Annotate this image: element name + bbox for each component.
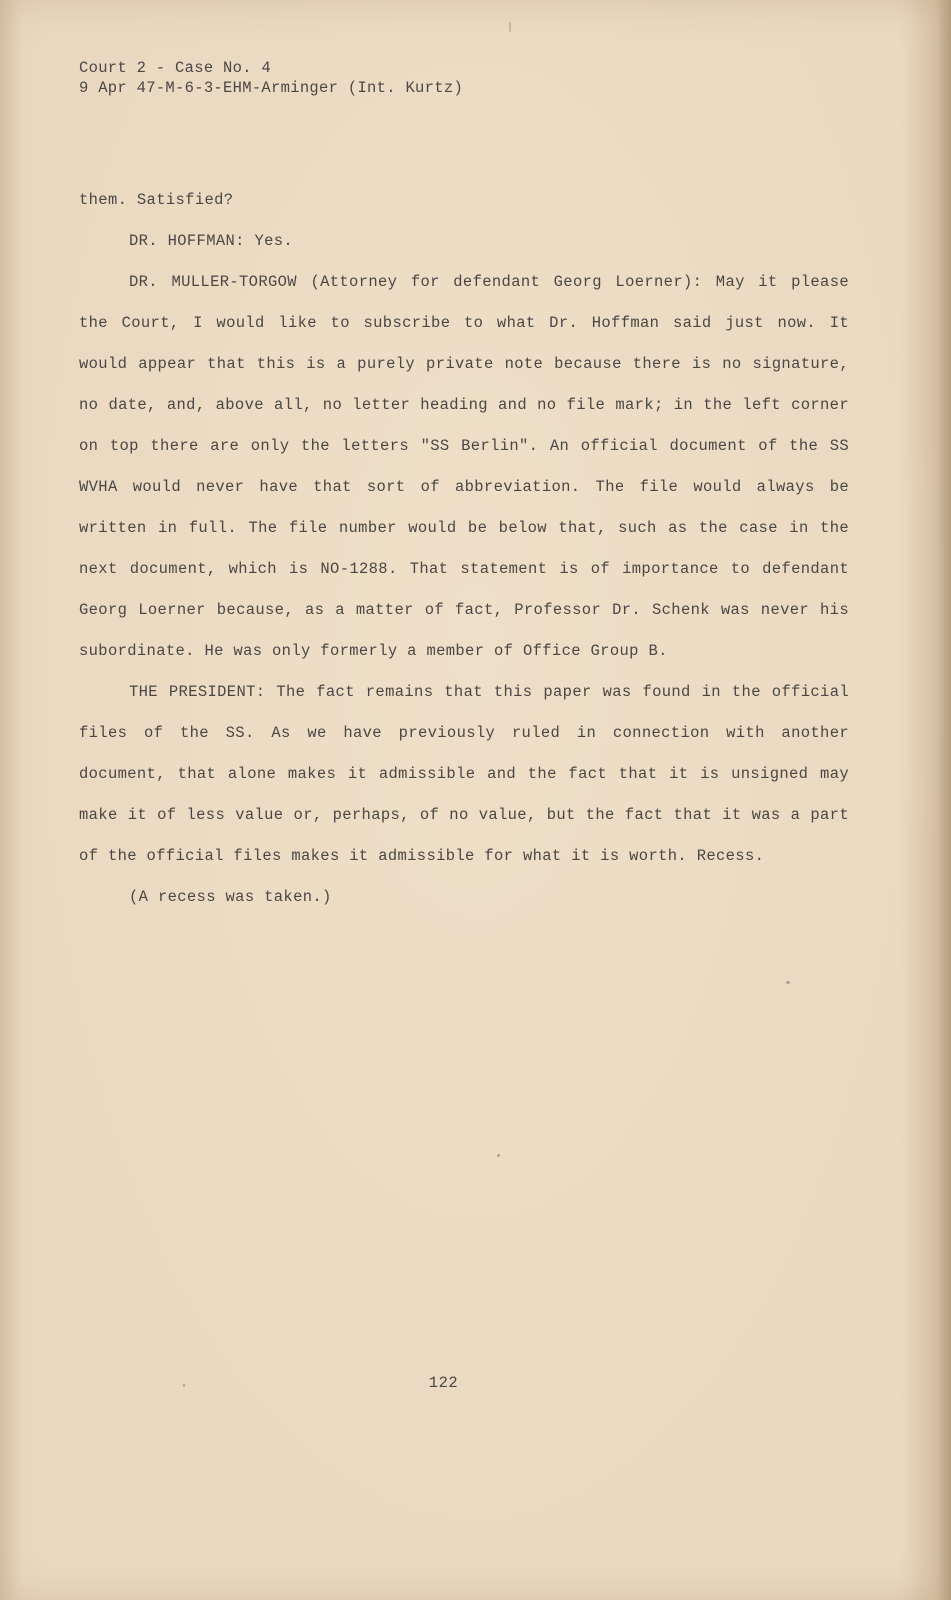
paper-speck: [786, 981, 790, 984]
transcript-body: [79, 180, 849, 918]
transcript-paragraph-recess: (A recess was taken.): [129, 888, 332, 906]
paper-speck: [509, 22, 511, 32]
page-number: 122: [428, 1374, 459, 1392]
paper-speck: [497, 1154, 500, 1157]
paper-speck: [183, 1384, 185, 1387]
header-session-reference: 9 Apr 47-M-6-3-EHM-Arminger (Int. Kurtz): [79, 79, 464, 97]
transcript-paragraph-muller-torgow: DR. MULLER-TORGOW (Attorney for defendant Georg Loerner): May it please the Court, I would like to subscribe to what Dr. Hoffman said just now. It would appear that this is a purely private note because there is no signature, no date, and, above all, no letter heading and no file mark; in the left corner on top there are only the letters "SS Berlin". An official document of the SS WVHA would never have that sort of abbreviation. The file would always be written in full. The file number would be below that, such as the case in the next document, which is NO-1288. That statement is of importance to defendant Georg Loerner because, as a matter of fact, Professor Dr. Schenk was never his subordinate. He was only formerly a member of Office Group B.: [79, 273, 849, 660]
header-court-case: Court 2 - Case No. 4: [79, 59, 272, 77]
transcript-paragraph-president: THE PRESIDENT: The fact remains that this paper was found in the official files of the SS. As we have previously ruled in connection with another document, that alone makes it admissible and the fact that it is unsigned may make it of less value or, perhaps, of no value, but the fact that it was a part of the official files makes it admissible for what it is worth. Recess.: [79, 683, 849, 865]
transcript-paragraph-continuation: them. Satisfied?: [79, 191, 234, 209]
document-header: [79, 58, 463, 98]
transcript-paragraph-hoffman: DR. HOFFMAN: Yes.: [129, 232, 294, 250]
